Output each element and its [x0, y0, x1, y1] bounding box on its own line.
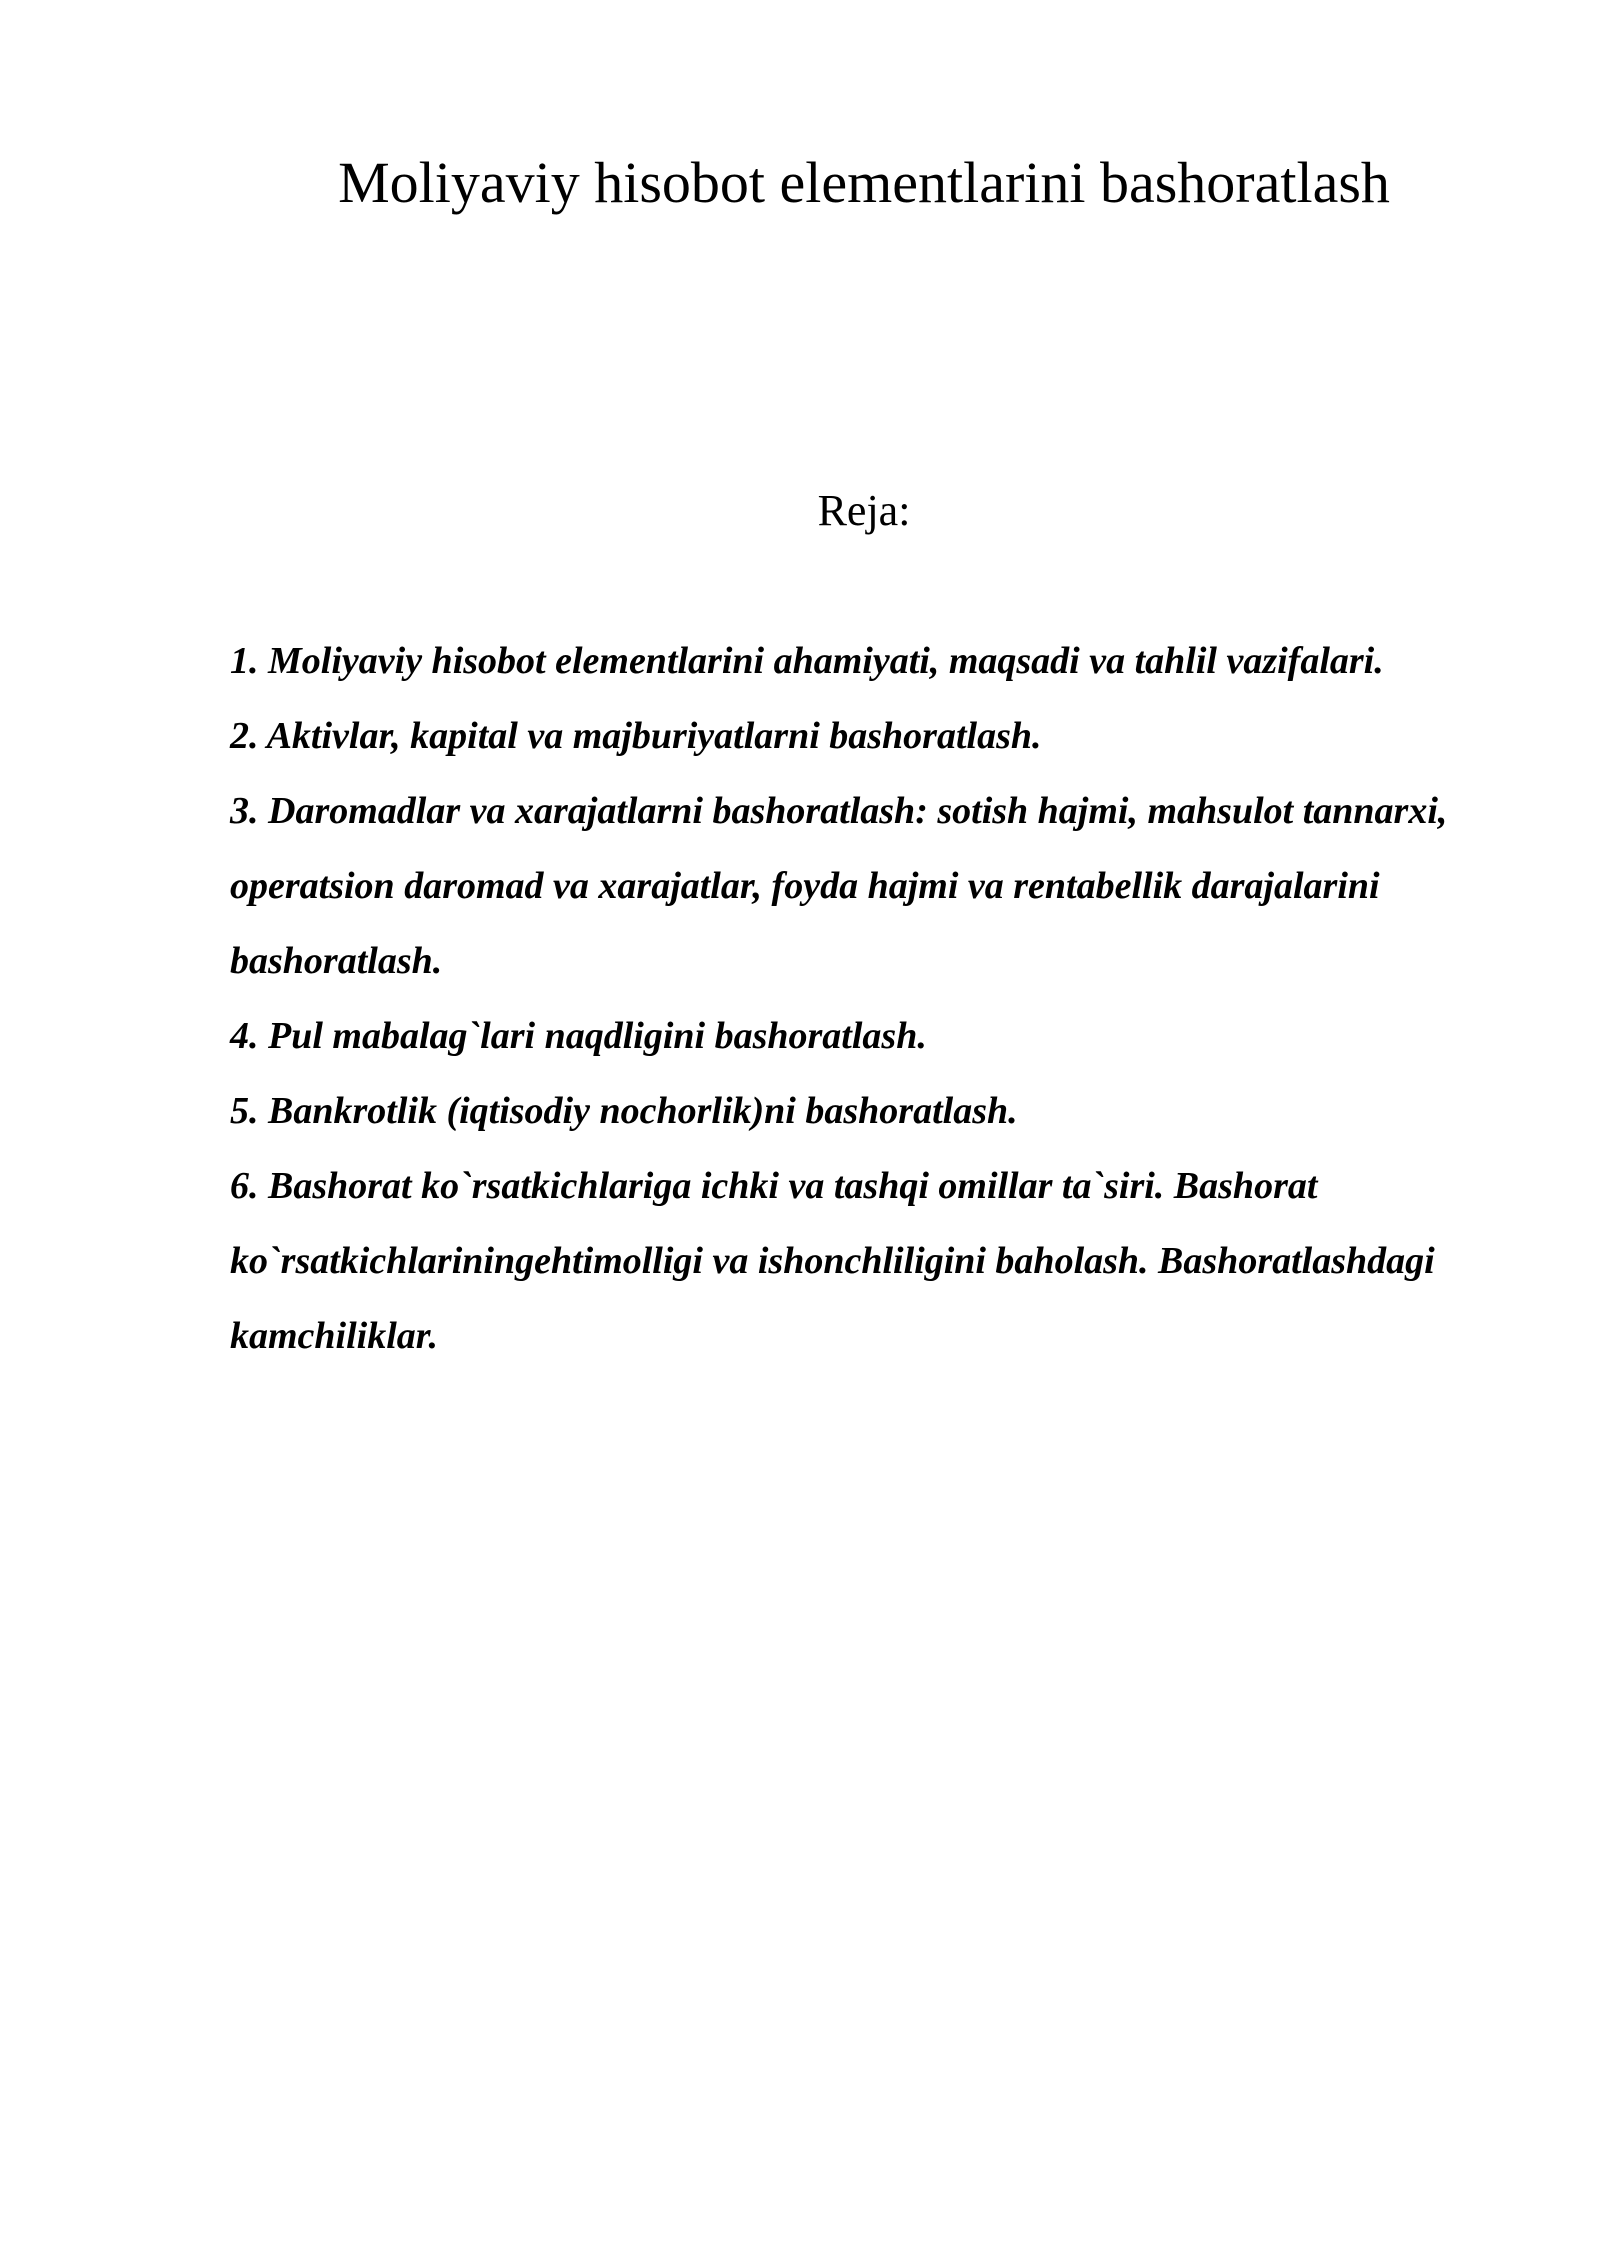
plan-heading: Reja: — [817, 486, 911, 535]
plan-item: 4. Pul mabalag`lari naqdligini bashoratlash. — [230, 1015, 927, 1057]
document-title: Moliyaviy hisobot elementlarini bashoratlash — [338, 150, 1390, 215]
plan-item: 5. Bankrotlik (iqtisodiy nochorlik)ni bashoratlash. — [230, 1090, 1018, 1132]
plan-item: 6. Bashorat ko`rsatkichlariga ichki va tashqi omillar ta`siri. Bashorat ko`rsatkichlariningehtimolligi va ishonchliligini baholash. Bashoratlashdagi kamchiliklar. — [230, 1165, 1435, 1357]
plan-item: 2. Aktivlar, kapital va majburiyatlarni bashoratlash. — [230, 715, 1042, 757]
plan-item: 3. Daromadlar va xarajatlarni bashoratlash: sotish hajmi, mahsulot tannarxi, operatsion daromad va xarajatlar, foyda hajmi va rentabellik darajalarini bashoratlash. — [230, 790, 1448, 982]
plan-item: 1. Moliyaviy hisobot elementlarini ahamiyati, maqsadi va tahlil vazifalari. — [230, 640, 1384, 682]
plan-list — [230, 624, 1530, 1374]
